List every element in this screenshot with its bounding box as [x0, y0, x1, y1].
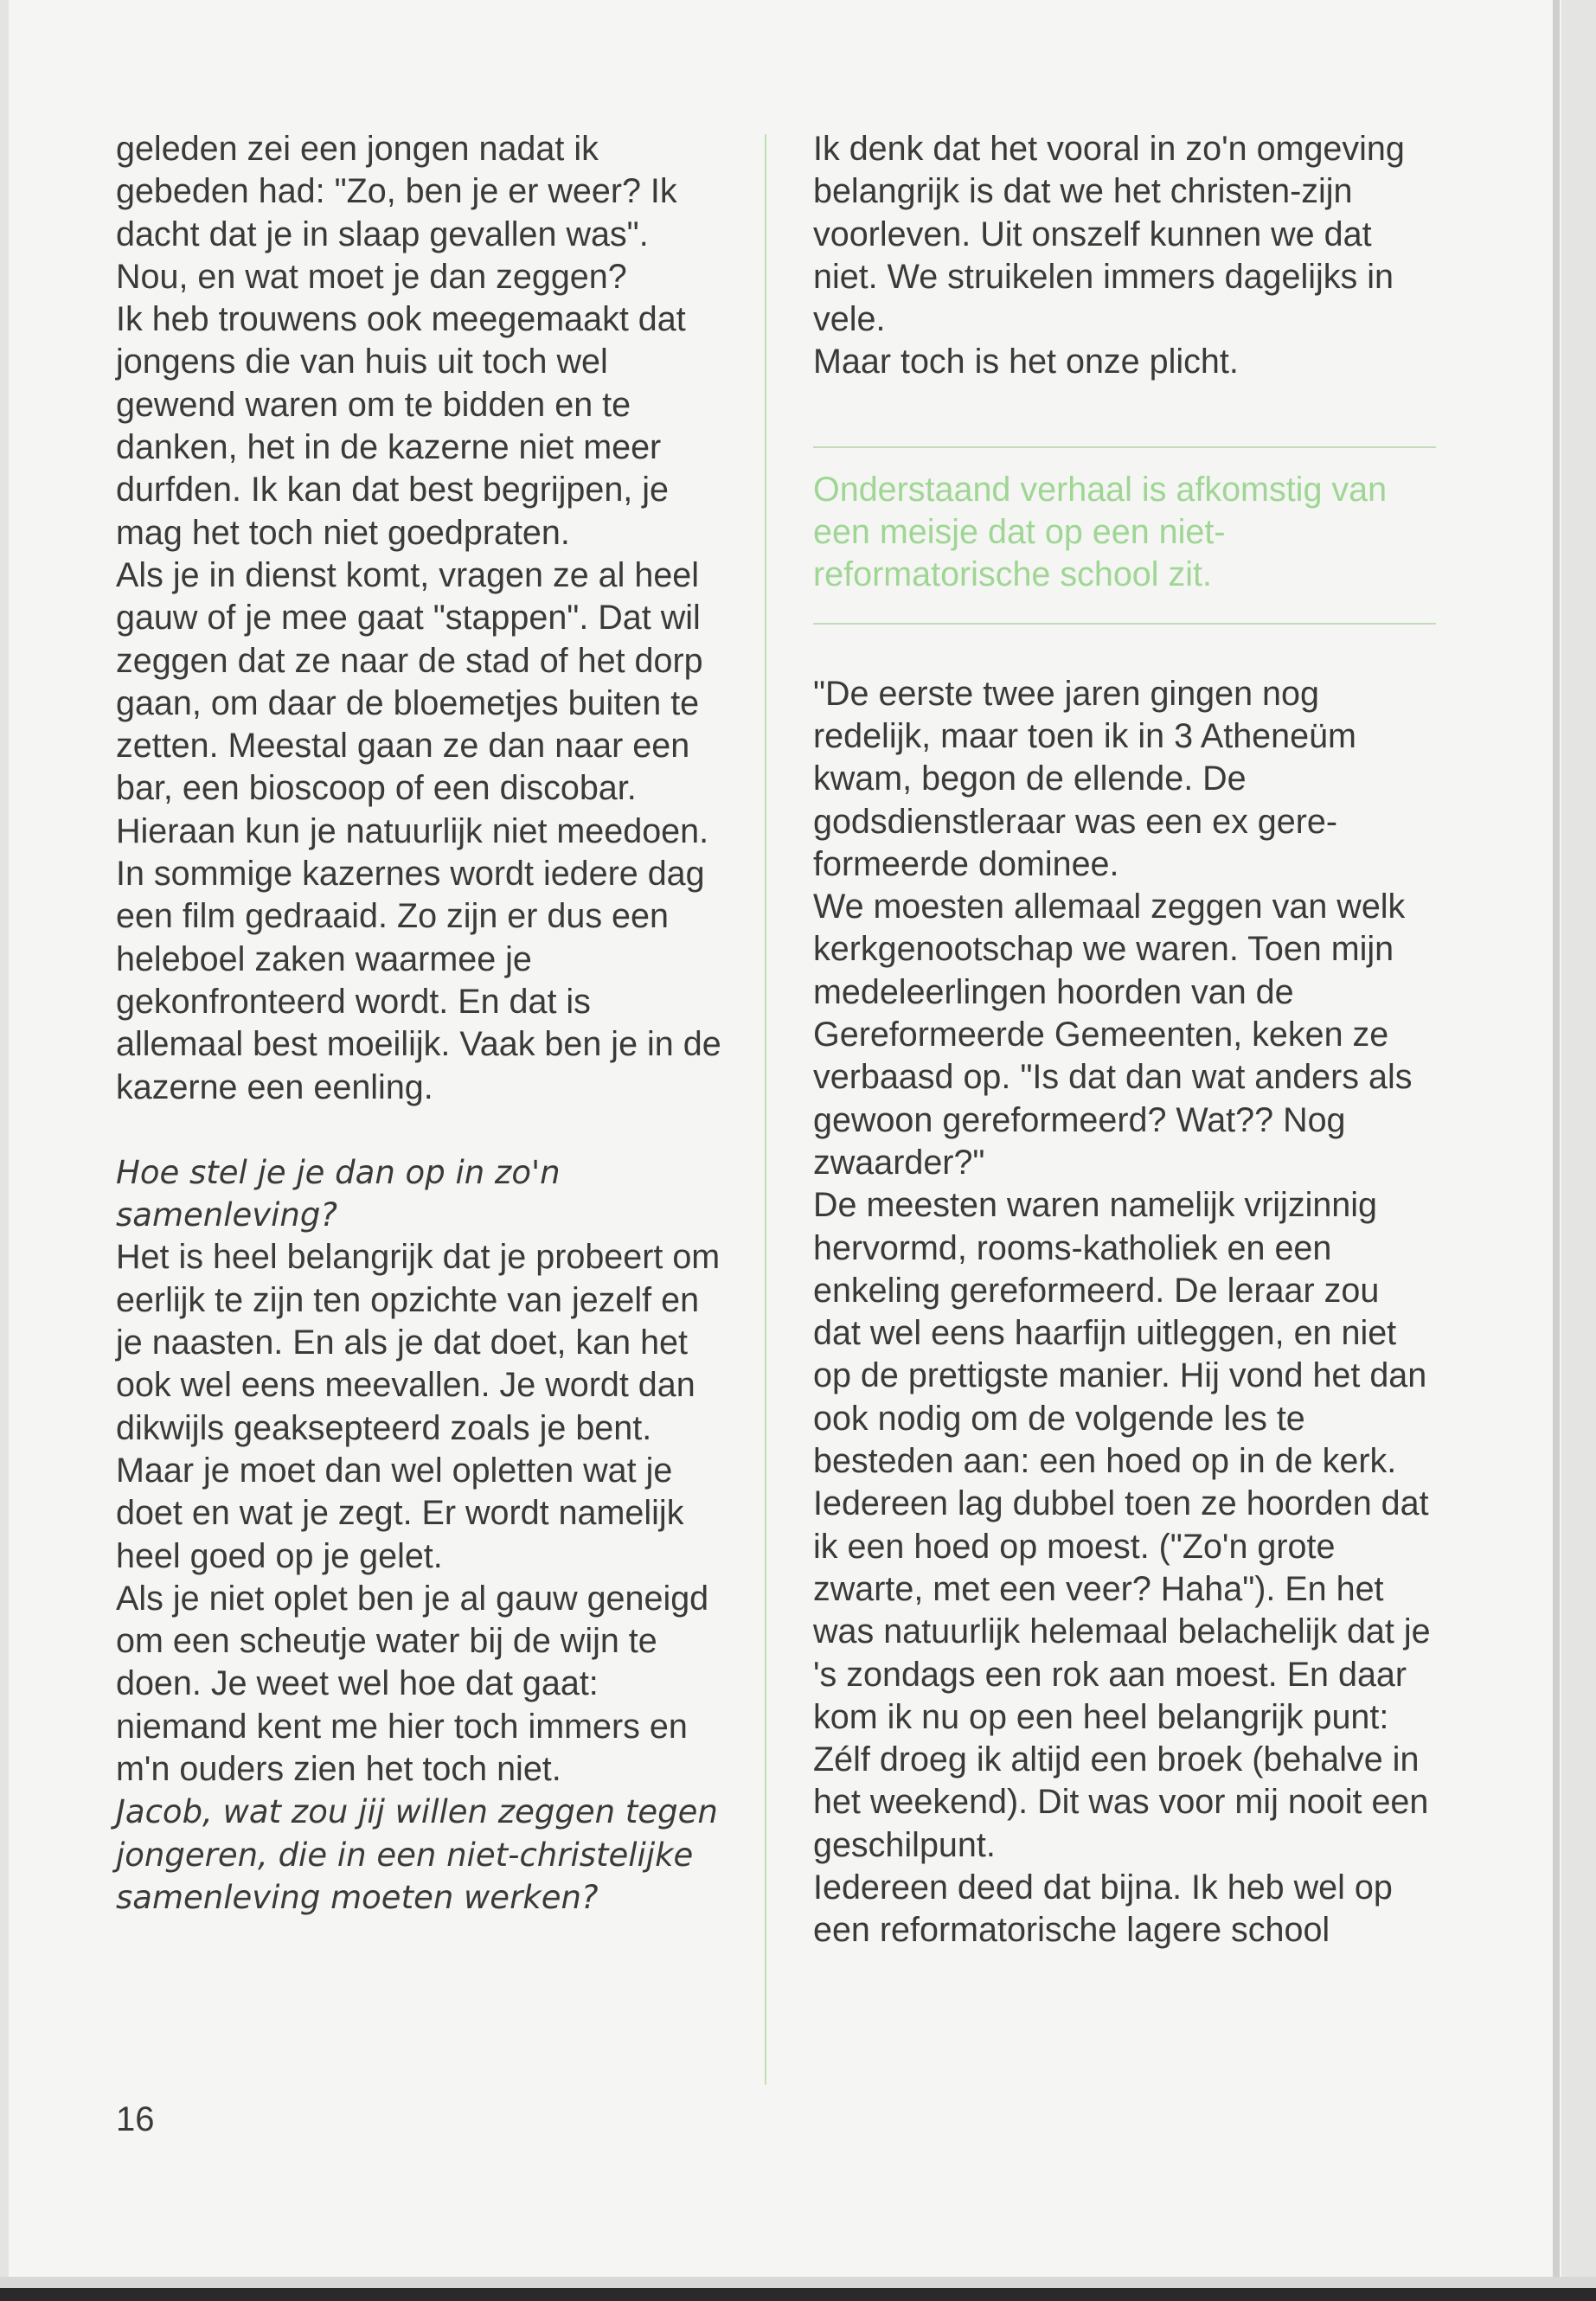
interview-question-2: Jacob, wat zou jij willen zeggen tegen jongeren, die in een niet-christelijke samenleving moeten werken? [116, 1793, 718, 1916]
interview-question-1: Hoe stel je je dan op in zo'n samenleving? [116, 1153, 561, 1234]
callout-spacer [813, 384, 1436, 446]
answer-2-paragraph-1: Ik denk dat het vooral in zo'n omgeving belangrijk is dat we het christen-zijn voorleven. Uit onszelf kunnen we dat niet. We struikelen immers dagelijks in vele. [813, 130, 1405, 339]
story-spacer [813, 625, 1436, 673]
left-paragraph-2: Ik heb trouwens ook meegemaakt dat jongens die van huis uit toch wel gewend waren om te bidden en te danken, het in de kazerne niet meer durfden. Ik kan dat best begrijpen, je mag het toch niet goedpraten. [116, 300, 686, 552]
scan-bottom-edge [0, 2288, 1596, 2301]
page-edge-shadow [1553, 0, 1560, 2288]
scan-bottom-margin [0, 2277, 1596, 2288]
magazine-page [9, 0, 1561, 2288]
answer-1-paragraph-1: Het is heel belangrijk dat je probeert om eerlijk te zijn ten opzichte van jezelf en je naasten. En als je dat doet, kan het ook wel eens meevallen. Je wordt dan dikwijls geaksepteerd zoals je bent. Maar je moet dan wel opletten wat je doet en wat je zegt. Er wordt namelijk heel goed op je gelet. [116, 1238, 721, 1575]
answer-1-paragraph-2: Als je niet oplet ben je al gauw geneigd om een scheutje water bij de wijn te doen. Je weet wel hoe dat gaat: niemand kent me hier toch immers en m'n ouders zien het toch niet. [116, 1579, 709, 1788]
right-column [813, 128, 1436, 1952]
answer-2-paragraph-2: Maar toch is het onze plicht. [813, 343, 1239, 381]
story-paragraph-1: "De eerste twee jaren gingen nog redelijk, maar toen ik in 3 Atheneüm kwam, begon de ellende. De godsdienstleraar was een ex gere-formeerde dominee. [813, 674, 1356, 883]
story-paragraph-2: We moesten allemaal zeggen van welk kerkgenootschap we waren. Toen mijn medeleerlingen hoorden van de Gereformeerde Gemeenten, keken ze verbaasd op. "Is dat dan wat anders als gewoon gereformeerd? Wat?? Nog zwaarder?" [813, 888, 1413, 1182]
column-divider [765, 134, 766, 2085]
left-paragraph-1: geleden zei een jongen nadat ik gebeden had: "Zo, ben je er weer? Ik dacht dat je in slaap gevallen was". Nou, en wat moet je dan zeggen? [116, 130, 677, 296]
left-column [116, 128, 721, 1919]
left-paragraph-3: Als je in dienst komt, vragen ze al heel gauw of je mee gaat "stappen". Dat wil zeggen dat ze naar de stad of het dorp gaan, om daar de bloemetjes buiten te zetten. Meestal gaan ze dan naar een bar, een bioscoop of een discobar. Hieraan kun je natuurlijk niet meedoen. [116, 555, 709, 850]
story-paragraph-5: Iedereen deed dat bijna. Ik heb wel op een reformatorische lagere school [813, 1868, 1393, 1950]
page-number: 16 [116, 2100, 155, 2138]
story-paragraph-3: De meesten waren namelijk vrijzinnig hervormd, rooms-katholiek en een enkeling gereformeerd. De leraar zou dat wel eens haarfijn uitleggen, en niet op de prettigste manier. Hij vond het dan ook nodig om de volgende les te besteden aan: een hoed op in de kerk. [813, 1186, 1427, 1481]
left-paragraph-4: In sommige kazernes wordt iedere dag een film gedraaid. Zo zijn er dus een heleboel zaken waarmee je gekonfronteerd wordt. En dat is allemaal best moeilijk. Vaak ben je in de kazerne een eenling. [116, 855, 721, 1106]
story-paragraph-4: Iedereen lag dubbel toen ze hoorden dat ik een hoed op moest. ("Zo'n grote zwarte, met een veer? Haha"). En het was natuurlijk helemaal belachelijk dat je 's zondags een rok aan moest. En daar kom ik nu op een heel belangrijk punt: Zélf droeg ik altijd een broek (behalve in het weekend). Dit was voor mij nooit een geschilpunt. [813, 1484, 1431, 1864]
paragraph-gap [116, 1109, 721, 1151]
callout-intro: Onderstaand verhaal is afkomstig van een meisje dat op een niet-reformatorische school zit. [813, 470, 1388, 594]
